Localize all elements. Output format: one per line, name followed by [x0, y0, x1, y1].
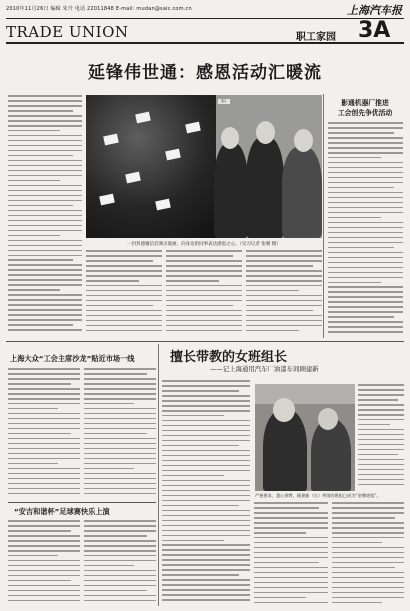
section-divider: [6, 341, 404, 342]
news-headline-1: 上海大众“工会主席沙龙”贴近市场一线: [10, 354, 135, 363]
main-story-col2: [86, 250, 162, 338]
issue-meta: 2010年11月26日 编辑 朱升 电话 22011848 E-mail: mudan@saic.com.cn: [6, 6, 192, 12]
top-strip: [0, 2, 410, 18]
paper-name: 上海汽车报: [347, 4, 402, 17]
main-headline: 延锋伟世通：感恩活动汇暖流: [88, 63, 322, 83]
section-header: [0, 19, 410, 43]
person-face: [294, 129, 313, 152]
section-cn-name: 职工家园: [296, 32, 336, 43]
feature-subtitle: ——记上海通用汽车厂油漆车间顾建新: [210, 365, 319, 373]
sidebar-divider: [323, 94, 324, 338]
feature-photo-caption: 严格要求、悉心带教，顾建新（右）带领的班组已成为“金牌班组”。: [255, 493, 381, 498]
person-face: [318, 408, 338, 430]
feature-text-side: [358, 384, 404, 491]
page-number: 3A: [358, 18, 391, 43]
feature-text-1: [162, 380, 250, 606]
main-photo-caption: 一封封感谢信挂满圣诞树，向身边的同事表达感恩之心。（见习记者 张朝 摄）: [127, 242, 281, 247]
sidebar-title-line1: 影通机器厂推进: [341, 99, 389, 107]
feature-photo: [255, 384, 355, 491]
main-photo: [86, 95, 322, 238]
person-face: [273, 398, 295, 422]
feature-text-2: [254, 502, 328, 606]
news-text-1b: [84, 368, 156, 500]
feature-title: 擅长带教的女班组长: [170, 350, 288, 365]
photo-tag: 图片: [218, 99, 230, 104]
news-divider: [8, 502, 156, 503]
main-story-col1: [8, 95, 82, 337]
person-face: [256, 121, 275, 144]
feature-text-3: [332, 502, 404, 606]
person-figure: [214, 143, 248, 238]
news-text-1a: [8, 368, 80, 500]
person-figure: [246, 137, 284, 238]
section-rule: [6, 42, 404, 44]
news-box-divider: [158, 344, 159, 606]
person-figure: [311, 419, 351, 491]
section-en-name: TRADE UNION: [6, 23, 129, 41]
news-text-2b: [84, 520, 156, 606]
sidebar-title-line2: 工会创先争优活动: [337, 109, 393, 117]
christmas-tree: [86, 95, 216, 238]
sidebar-text: [328, 122, 403, 337]
workshop-background: [255, 384, 355, 404]
person-face: [221, 127, 239, 149]
main-story-col4: [246, 250, 322, 338]
main-story-col3: [166, 250, 242, 338]
news-text-2a: [8, 520, 80, 606]
person-figure: [282, 147, 322, 238]
news-headline-2: “安吉和谐杯”足球赛快乐上演: [14, 507, 110, 516]
